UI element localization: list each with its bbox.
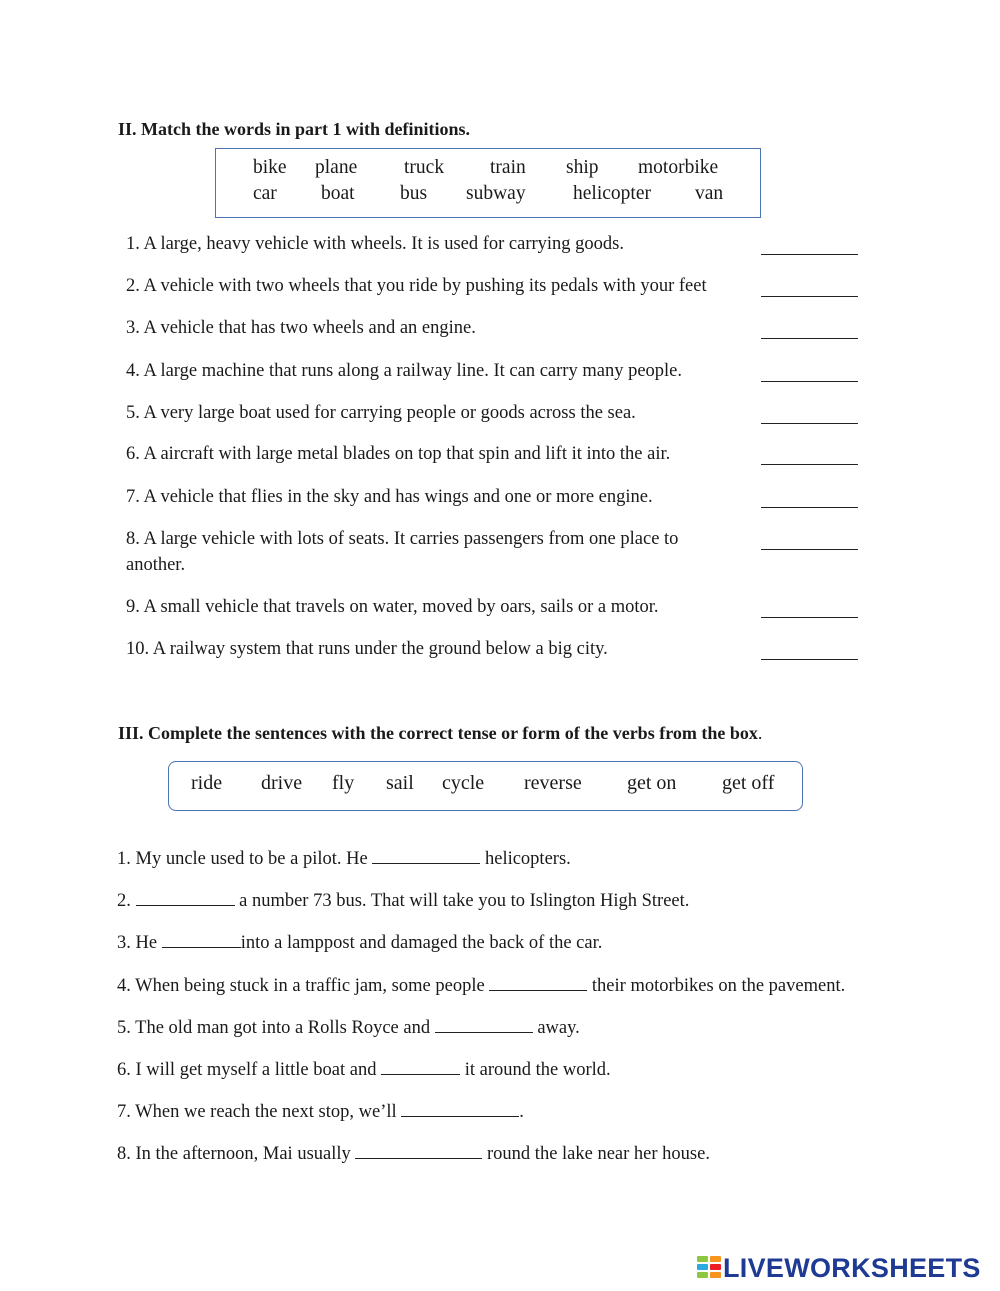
answer-blank[interactable] (761, 423, 858, 424)
definition-item: 6. A aircraft with large metal blades on top that spin and lift it into the air. (126, 444, 671, 464)
sentence-text-after: helicopters. (480, 849, 571, 869)
sentence-text-after: their motorbikes on the pavement. (587, 976, 846, 996)
sentence-item (117, 1059, 611, 1081)
section3-heading-period: . (757, 723, 763, 743)
word-box-item: boat (321, 183, 355, 204)
word-box-item: car (253, 183, 277, 204)
word-box-item: train (490, 157, 526, 178)
sentence-item (117, 1017, 580, 1039)
word-box-item: helicopter (573, 183, 651, 204)
sentence-text-before: 7. When we reach the next stop, we’ll (117, 1102, 402, 1122)
verb-blank[interactable] (136, 890, 235, 906)
verb-blank[interactable] (435, 1017, 533, 1033)
sentence-text-after: into a lamppost and damaged the back of the car. (240, 933, 603, 953)
verb-box-item: get on (627, 772, 677, 794)
sentence-item (117, 890, 689, 912)
verb-box-item: cycle (442, 772, 485, 794)
sentence-text-before: 8. In the afternoon, Mai usually (117, 1144, 356, 1164)
verb-box-item: drive (261, 772, 303, 794)
answer-blank[interactable] (761, 381, 858, 382)
verb-box-item: get off (722, 772, 775, 794)
word-box-item: motorbike (638, 157, 719, 178)
verb-box-item: fly (332, 772, 355, 794)
answer-blank[interactable] (761, 617, 858, 618)
sentence-item (117, 848, 571, 870)
verb-box-item: ride (191, 772, 223, 794)
sentence-text-before: 4. When being stuck in a traffic jam, some people (117, 976, 490, 996)
definition-item: 2. A vehicle with two wheels that you ride by pushing its pedals with your feet (126, 276, 707, 296)
sentence-text-before: 5. The old man got into a Rolls Royce and (117, 1018, 435, 1038)
definition-item: 5. A very large boat used for carrying people or goods across the sea. (126, 403, 636, 423)
answer-blank[interactable] (761, 464, 858, 465)
sentence-item (117, 975, 845, 997)
sentence-item (117, 1143, 710, 1165)
sentence-text-before: 6. I will get myself a little boat and (117, 1060, 382, 1080)
verb-blank[interactable] (401, 1101, 519, 1117)
verb-blank[interactable] (381, 1059, 460, 1075)
verb-word-box (168, 761, 803, 811)
definition-item: 3. A vehicle that has two wheels and an engine. (126, 318, 476, 338)
word-box-item: truck (404, 157, 445, 178)
sentence-item (117, 932, 602, 954)
word-box-item: subway (466, 183, 526, 204)
sentence-text-after: it around the world. (460, 1060, 611, 1080)
word-box-item: ship (566, 157, 599, 178)
sentence-text-before: 1. My uncle used to be a pilot. He (117, 849, 373, 869)
vehicle-word-box (215, 148, 761, 218)
word-box-item: van (695, 183, 724, 204)
verb-box-item: reverse (524, 772, 582, 794)
logo-text: LIVEWORKSHEETS (723, 1253, 981, 1283)
sentence-text-after: round the lake near her house. (482, 1144, 710, 1164)
sentence-item (117, 1101, 524, 1123)
answer-blank[interactable] (761, 549, 858, 550)
sentence-text-before: 2. (117, 891, 136, 911)
verb-blank[interactable] (162, 932, 241, 948)
word-box-item: plane (315, 157, 358, 178)
answer-blank[interactable] (761, 296, 858, 297)
sentence-text-before: 3. He (117, 933, 162, 953)
definition-item: 8. A large vehicle with lots of seats. It carries passengers from one place to another. (126, 529, 679, 575)
definition-item: 10. A railway system that runs under the ground below a big city. (126, 639, 608, 659)
definition-item: 9. A small vehicle that travels on water, moved by oars, sails or a motor. (126, 597, 659, 617)
word-box-item: bus (400, 183, 428, 204)
sentence-text-after: a number 73 bus. That will take you to Islington High Street. (234, 891, 690, 911)
sentence-text-after: away. (532, 1018, 580, 1038)
section3-heading: III. Complete the sentences with the correct tense or form of the verbs from the box (118, 723, 758, 743)
logo-blocks-icon (697, 1256, 723, 1283)
answer-blank[interactable] (761, 338, 858, 339)
answer-blank[interactable] (761, 254, 858, 255)
verb-blank[interactable] (489, 975, 587, 991)
definition-item: 1. A large, heavy vehicle with wheels. It is used for carrying goods. (126, 234, 625, 254)
definition-item: 7. A vehicle that flies in the sky and has wings and one or more engine. (126, 487, 653, 507)
word-box-item: bike (253, 157, 287, 178)
definition-item: 4. A large machine that runs along a railway line. It can carry many people. (126, 361, 683, 381)
sentence-text-after: . (519, 1102, 524, 1122)
answer-blank[interactable] (761, 507, 858, 508)
verb-blank[interactable] (372, 848, 480, 864)
verb-box-item: sail (386, 772, 414, 794)
answer-blank[interactable] (761, 659, 858, 660)
verb-blank[interactable] (355, 1143, 482, 1159)
section2-heading: II. Match the words in part 1 with definitions. (118, 119, 471, 139)
